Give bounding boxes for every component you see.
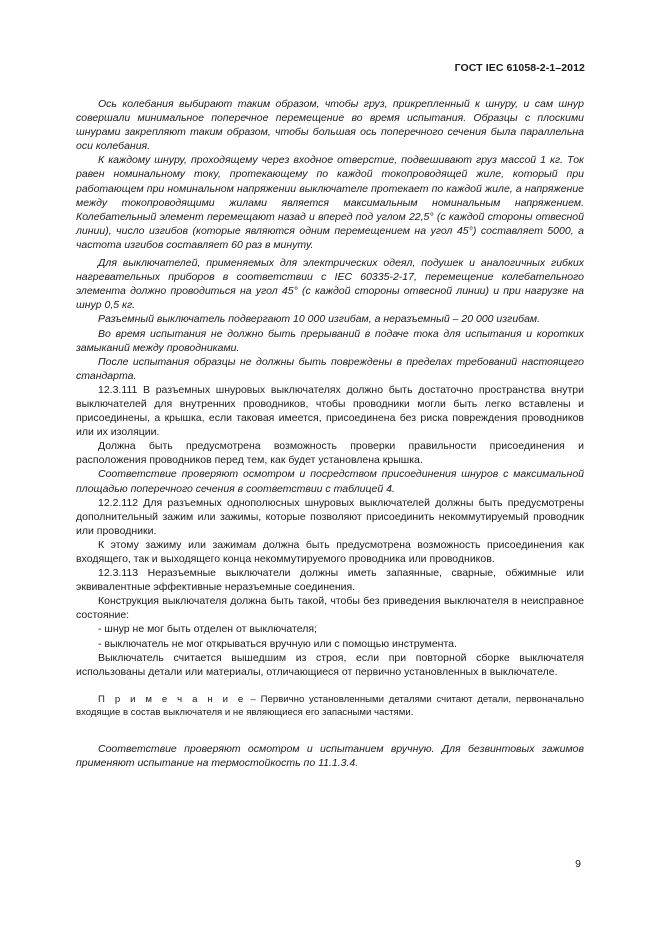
paragraph: Для выключателей, применяемых для электрических одеял, подушек и аналогичных гибких нагревательных приборов в соответствии с IEC 60335-2-17, перемещение колебательного элемента должно проводиться на угол 45° (с каждой стороны отвесной линии) и при нагрузке на шнур 0,5 кг.: [76, 257, 584, 312]
paragraph: К этому зажиму или зажимам должна быть предусмотрена возможность присоединения как входящего, так и выходящего конца некоммутируемого проводника или проводников.: [76, 538, 584, 565]
paragraph: Во время испытания не должно быть прерываний в подаче тока для испытания и коротких замыканий между проводниками.: [76, 327, 584, 354]
paragraph: После испытания образцы не должны быть повреждены в пределах требований настоящего стандарта.: [76, 355, 584, 382]
note: [76, 693, 584, 720]
document-header: ГОСТ IEC 61058-2-1–2012: [454, 62, 585, 74]
clause-12-3-113: 12.3.113 Неразъемные выключатели должны иметь запаянные, сварные, обжимные или эквивалентные эффективные неразъемные соединения.: [76, 567, 584, 594]
document-body: [76, 97, 584, 770]
compliance-paragraph: Соответствие проверяют осмотром и посредством присоединения шнуров с максимальной площадью поперечного сечения в соответствии с таблицей 4.: [76, 468, 584, 495]
list-item: - выключатель не мог открываться вручную или с помощью инструмента.: [98, 637, 457, 650]
list-item: - шнур не мог быть отделен от выключателя;: [98, 623, 317, 636]
note-text: – Первично установленными деталями считают детали, первоначально входящие в состав выключателя и не являющиеся его запасными частями.: [76, 693, 584, 719]
paragraph: Должна быть предусмотрена возможность проверки правильности присоединения и расположения проводников перед тем, как будет установлена крышка.: [76, 440, 584, 467]
compliance-paragraph: Соответствие проверяют осмотром и испытанием вручную. Для безвинтовых зажимов применяют испытание на термостойкость по 11.1.3.4.: [76, 742, 584, 769]
clause-12-2-112: 12.2.112 Для разъемных однополюсных шнуровых выключателей должны быть предусмотрены дополнительный зажим или зажимы, которые позволяют присоединить некоммутируемый проводник или проводники.: [76, 496, 584, 537]
paragraph: Конструкция выключателя должна быть такой, чтобы без приведения выключателя в неисправное состояние:: [76, 595, 584, 622]
paragraph: К каждому шнуру, проходящему через входное отверстие, подвешивают груз массой 1 кг. Ток равен номинальному току, протекающему по каждой токопроводящей жиле, который при работающем при номинальном напряжении выключателе протекает по каждой жиле, а напряжение между токопроводящими жилами является максимальным номинальным напряжением. Колебательный элемент перемещают назад и вперед под углом 22,5° (с каждой стороны отвесной линии), число изгибов (которые являются одним перемещением на угол 45°) составляет 5000, а частота изгибов составляет 60 раз в минуту.: [76, 154, 584, 251]
paragraph: Выключатель считается вышедшим из строя, если при повторной сборке выключателя использованы детали или материалы, отличающиеся от первично установленных в выключателе.: [76, 651, 584, 678]
note-label: П р и м е ч а н и е: [98, 693, 246, 705]
paragraph: Разъемный выключатель подвергают 10 000 изгибам, а неразъемный – 20 000 изгибам.: [98, 313, 541, 326]
paragraph: Ось колебания выбирают таким образом, чтобы груз, прикрепленный к шнуру, и сам шнур совершали минимальное поперечное перемещение во время испытания. Образцы с плоскими шнурами закрепляют таким образом, чтобы большая ось поперечного сечения была параллельна оси колебания.: [76, 98, 584, 153]
page-number: 9: [575, 858, 581, 870]
clause-12-3-111: 12.3.111 В разъемных шнуровых выключателях должно быть достаточно пространства внутри выключателей для внутренних проводников, чтобы проводники могли быть легко вставлены и присоединены, а крышка, если таковая имеется, присоединена без риска повреждения проводников или их изоляции.: [76, 383, 584, 439]
